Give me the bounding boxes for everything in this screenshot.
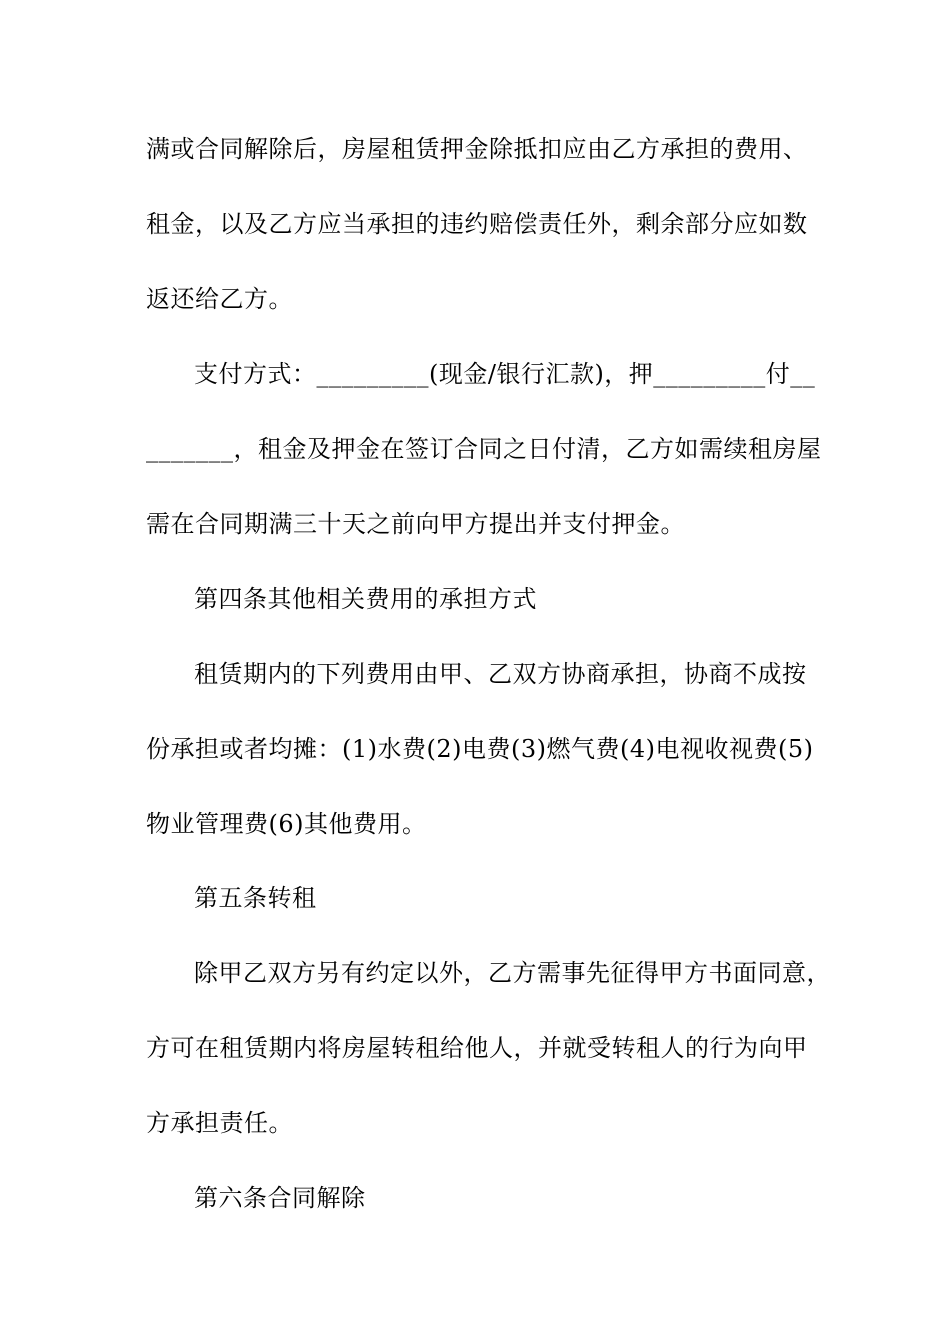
payment-method-line-3: 需在合同期满三十天之前向甲方提出并支付押金。 [146, 510, 685, 538]
article-5-heading: 第五条转租 [194, 884, 317, 912]
fees-line-1: 租赁期内的下列费用由甲、乙双方协商承担，协商不成按 [194, 660, 807, 688]
sublease-line-1: 除甲乙双方另有约定以外，乙方需事先征得甲方书面同意， [194, 959, 831, 987]
paragraph-line-1: 满或合同解除后，房屋租赁押金除抵扣应由乙方承担的费用、 [146, 135, 808, 163]
payment-method-line-1: 支付方式：_________(现金/银行汇款)，押_________付__ [194, 360, 816, 388]
fees-line-2: 份承担或者均摊：(1)水费(2)电费(3)燃气费(4)电视收视费(5) [146, 735, 814, 763]
paragraph-line-3: 返还给乙方。 [146, 285, 293, 313]
paragraph-line-2: 租金，以及乙方应当承担的违约赔偿责任外，剩余部分应如数 [146, 210, 808, 238]
sublease-line-3: 方承担责任。 [146, 1109, 293, 1137]
sublease-line-2: 方可在租赁期内将房屋转租给他人，并就受转租人的行为向甲 [146, 1034, 808, 1062]
payment-method-line-2: _______，租金及押金在签订合同之日付清，乙方如需续租房屋 [146, 435, 822, 463]
article-6-heading: 第六条合同解除 [194, 1184, 366, 1212]
fees-line-3: 物业管理费(6)其他费用。 [146, 810, 427, 838]
article-4-heading: 第四条其他相关费用的承担方式 [194, 585, 537, 613]
